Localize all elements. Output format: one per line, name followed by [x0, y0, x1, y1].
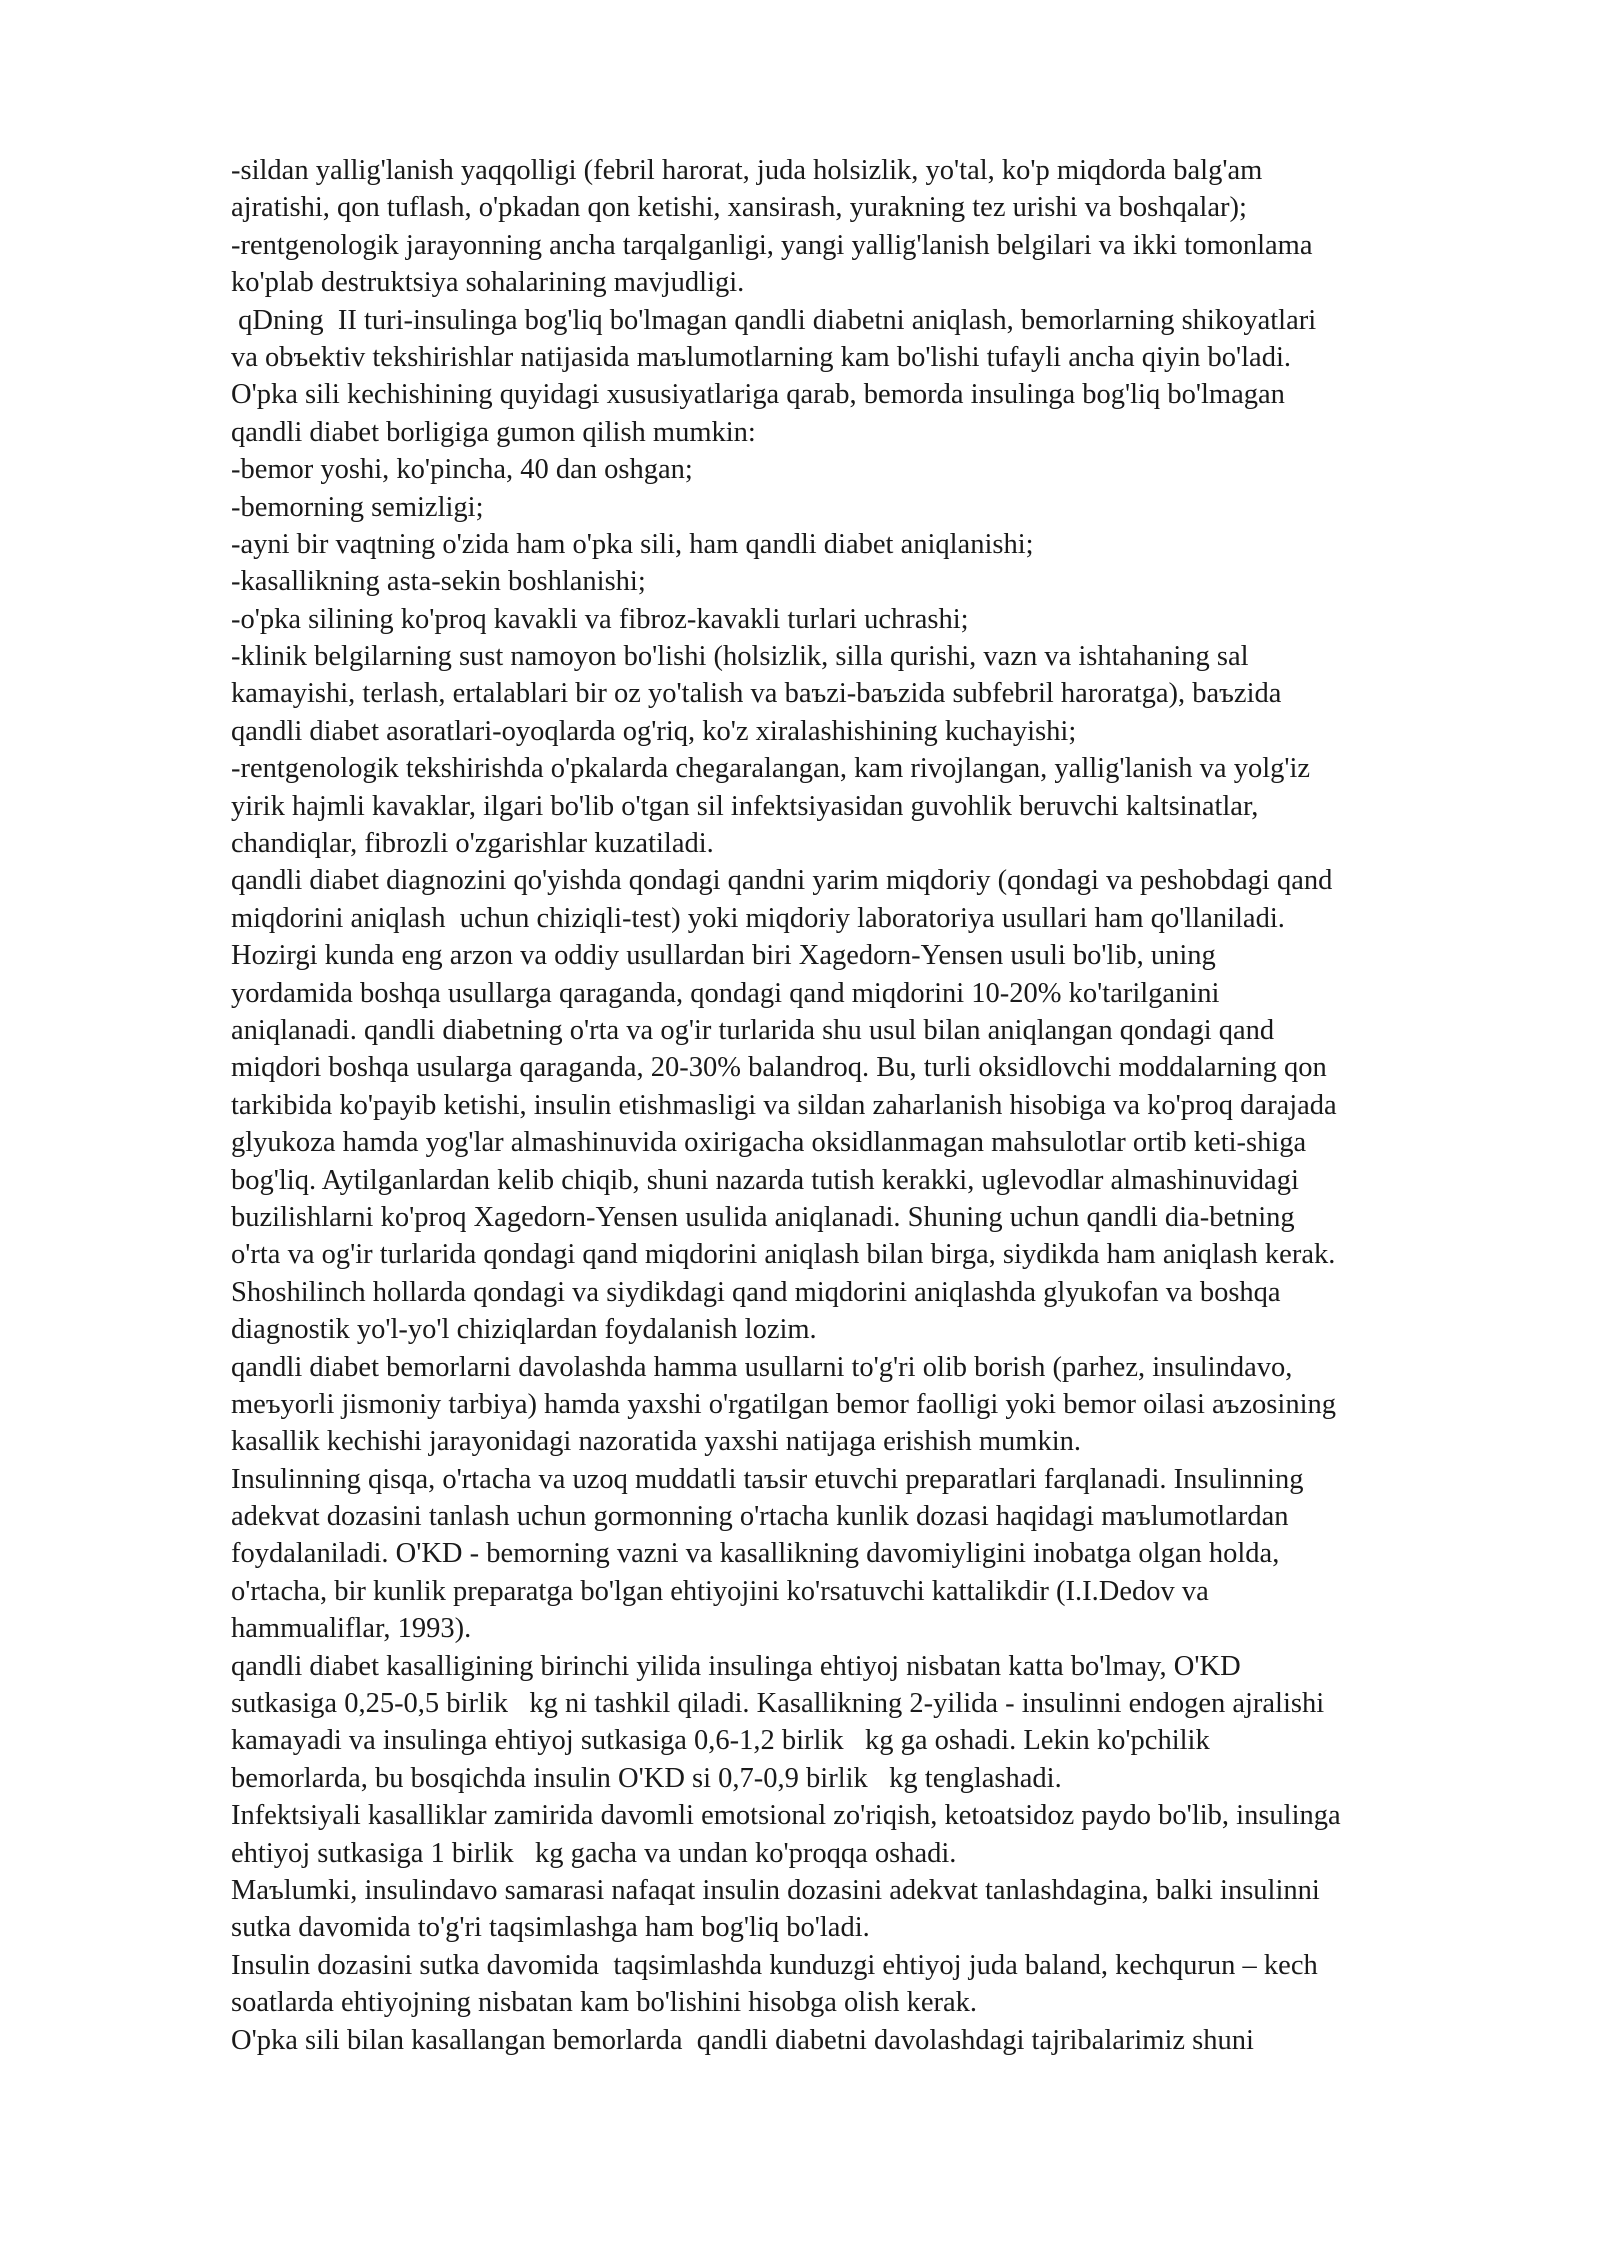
text-line: o'rtacha, bir kunlik preparatga bo'lgan ehtiyojini ko'rsatuvchi kattalikdir (I.I.Dedov va — [231, 1575, 1209, 1607]
text-line: qandli diabet kasalligining birinchi yilida insulinga ehtiyoj nisbatan katta bo'lmay, O'KD — [231, 1650, 1241, 1682]
text-line: o'rta va og'ir turlarida qondagi qand miqdorini aniqlash bilan birga, siydikda ham aniqlash kerak. — [231, 1239, 1336, 1271]
text-line: Hozirgi kunda eng arzon va oddiy usullardan biri Xagedorn-Yensen usuli bo'lib, uning — [231, 940, 1216, 972]
text-line: -ayni bir vaqtning o'zida ham o'pka sili, ham qandli diabet aniqlanishi; — [231, 528, 1034, 560]
text-line: ajratishi, qon tuflash, o'pkadan qon ketishi, xansirash, yurakning tez urishi va boshqalar); — [231, 192, 1247, 224]
text-line: kamayadi va insulinga ehtiyoj sutkasiga 0,6-1,2 birlik kg ga oshadi. Lekin ko'pchilik — [231, 1725, 1210, 1757]
text-line: va obъektiv tekshirishlar natijasida maъlumotlarning kam bo'lishi tufayli ancha qiyin bo'ladi. — [231, 341, 1291, 373]
text-line: O'pka sili kechishining quyidagi xususiyatlariga qarab, bemorda insulinga bog'liq bo'lmagan — [231, 379, 1285, 411]
text-line: miqdorini aniqlash uchun chiziqli-test) yoki miqdoriy laboratoriya usullari ham qo'llaniladi. — [231, 902, 1285, 934]
text-line: diagnostik yo'l-yo'l chiziqlardan foydalanish lozim. — [231, 1314, 817, 1346]
text-line: qandli diabet bemorlarni davolashda hamma usullarni to'g'ri olib borish (parhez, insulindavo, — [231, 1351, 1293, 1383]
text-line: sutka davomida to'g'ri taqsimlashga ham bog'liq bo'ladi. — [231, 1912, 870, 1944]
text-line: Infektsiyali kasalliklar zamirida davomli emotsional zo'riqish, ketoatsidoz paydo bo'lib, insulinga — [231, 1800, 1341, 1832]
text-line: Insulinning qisqa, o'rtacha va uzoq muddatli taъsir etuvchi preparatlari farqlanadi. Insulinning — [231, 1463, 1304, 1495]
text-line: miqdori boshqa usularga qaraganda, 20-30% balandroq. Bu, turli oksidlovchi moddalarning qon — [231, 1052, 1327, 1084]
text-line: -rentgenologik tekshirishda o'pkalarda chegaralangan, kam rivojlangan, yallig'lanish va yolg'iz — [231, 753, 1311, 785]
text-line: meъyorli jismoniy tarbiya) hamda yaxshi o'rgatilgan bemor faolligi yoki bemor oilasi aъzosining — [231, 1388, 1336, 1420]
text-line: sutkasiga 0,25-0,5 birlik kg ni tashkil qiladi. Kasallikning 2-yilida - insulinni endogen ajralishi — [231, 1688, 1325, 1720]
text-line: glyukoza hamda yog'lar almashinuvida oxirigacha oksidlanmagan mahsulotlar ortib keti-shiga — [231, 1127, 1307, 1159]
text-line: foydalaniladi. O'KD - bemorning vazni va kasallikning davomiyligini inobatga olgan holda, — [231, 1538, 1280, 1570]
text-line: yirik hajmli kavaklar, ilgari bo'lib o'tgan sil infektsiyasidan guvohlik beruvchi kaltsinatlar, — [231, 790, 1259, 822]
text-line: -kasallikning asta-sekin boshlanishi; — [231, 566, 646, 598]
text-line: hammualiflar, 1993). — [231, 1613, 472, 1645]
text-line: -klinik belgilarning sust namoyon bo'lishi (holsizlik, silla qurishi, vazn va ishtahaning sal — [231, 641, 1249, 673]
text-line: Shoshilinch hollarda qondagi va siydikdagi qand miqdorini aniqlashda glyukofan va boshqa — [231, 1276, 1281, 1308]
text-line: aniqlanadi. qandli diabetning o'rta va og'ir turlarida shu usul bilan aniqlangan qondagi qand — [231, 1014, 1275, 1046]
text-line: -bemor yoshi, ko'pincha, 40 dan oshgan; — [231, 454, 693, 486]
text-line: bog'liq. Aytilganlardan kelib chiqib, shuni nazarda tutish kerakki, uglevodlar almashinuvidagi — [231, 1164, 1299, 1196]
text-line: bemorlarda, bu bosqichda insulin O'KD si 0,7-0,9 birlik kg tenglashadi. — [231, 1762, 1062, 1794]
text-line: Maъlumki, insulindavo samarasi nafaqat insulin dozasini adekvat tanlashdagina, balki insulinni — [231, 1874, 1320, 1906]
text-line: qandli diabet asoratlari-oyoqlarda og'riq, ko'z xiralashishining kuchayishi; — [231, 715, 1077, 747]
text-line: -bemorning semizligi; — [231, 491, 484, 523]
text-line: buzilishlarni ko'proq Xagedorn-Yensen usulida aniqlanadi. Shuning uchun qandli dia-betning — [231, 1201, 1295, 1233]
text-line: -o'pka silining ko'proq kavakli va fibroz-kavakli turlari uchrashi; — [231, 603, 969, 635]
text-line: Insulin dozasini sutka davomida taqsimlashda kunduzgi ehtiyoj juda baland, kechqurun – kech — [231, 1949, 1318, 1981]
text-line: soatlarda ehtiyojning nisbatan kam bo'lishini hisobga olish kerak. — [231, 1987, 978, 2019]
text-line: tarkibida ko'payib ketishi, insulin etishmasligi va sildan zaharlanish hisobiga va ko'proq darajada — [231, 1089, 1337, 1121]
text-line: -sildan yallig'lanish yaqqolligi (febril harorat, juda holsizlik, yo'tal, ko'p miqdorda balg'am — [231, 155, 1263, 186]
text-line: chandiqlar, fibrozli o'zgarishlar kuzatiladi. — [231, 828, 714, 860]
text-line: qandli diabet borligiga gumon qilish mumkin: — [231, 416, 756, 448]
text-line: qandli diabet diagnozini qo'yishda qondagi qandni yarim miqdoriy (qondagi va peshobdagi qand — [231, 865, 1333, 897]
text-line: kasallik kechishi jarayonidagi nazoratida yaxshi natijaga erishish mumkin. — [231, 1426, 1082, 1458]
text-line: ehtiyoj sutkasiga 1 birlik kg gacha va undan ko'proqqa oshadi. — [231, 1837, 957, 1869]
document-page — [231, 152, 1521, 2059]
text-line: qDning II turi-insulinga bog'liq bo'lmagan qandli diabetni aniqlash, bemorlarning shikoyatlari — [231, 304, 1317, 336]
text-line: kamayishi, terlash, ertalablari bir oz yo'talish va baъzi-baъzida subfebril haroratga), baъzida — [231, 678, 1282, 710]
text-line: adekvat dozasini tanlash uchun gormonning o'rtacha kunlik dozasi haqidagi maъlumotlardan — [231, 1501, 1289, 1533]
text-line: O'pka sili bilan kasallangan bemorlarda qandli diabetni davolashdagi tajribalarimiz shuni — [231, 2024, 1254, 2056]
text-line: -rentgenologik jarayonning ancha tarqalganligi, yangi yallig'lanish belgilari va ikki tomonlama — [231, 229, 1313, 261]
text-line: ko'plab destruktsiya sohalarining mavjudligi. — [231, 267, 745, 299]
text-line: yordamida boshqa usullarga qaraganda, qondagi qand miqdorini 10-20% ko'tarilganini — [231, 977, 1220, 1009]
